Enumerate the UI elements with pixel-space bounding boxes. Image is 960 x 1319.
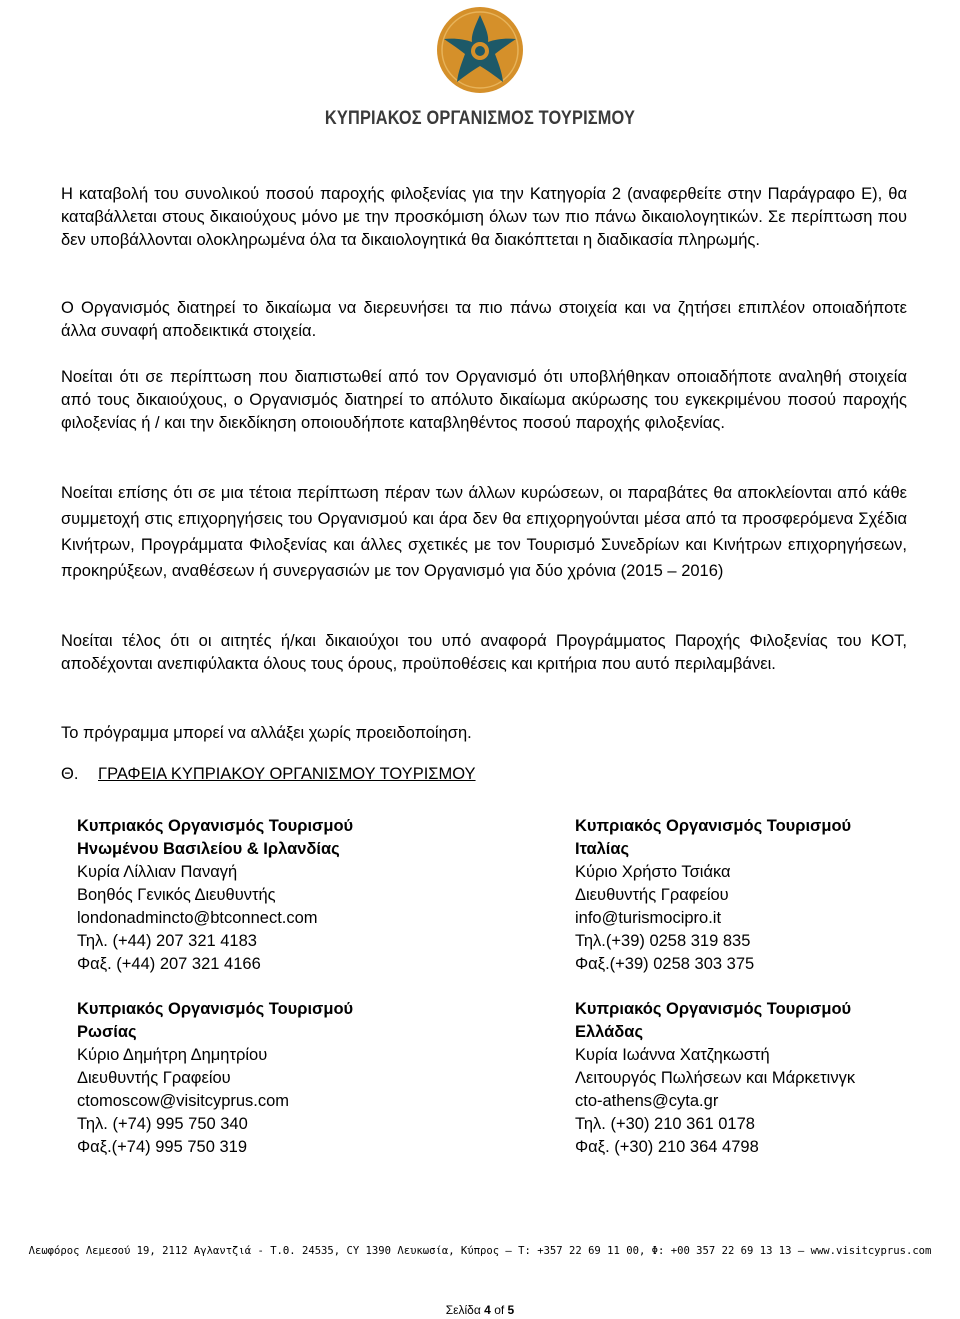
page-label: Σελίδα xyxy=(445,1303,481,1317)
section-title: ΓΡΑΦΕΙΑ ΚΥΠΡΙΑΚΟΥ ΟΡΓΑΝΙΣΜΟΥ ΤΟΥΡΙΣΜΟΥ xyxy=(98,765,476,783)
office-email[interactable]: info@turismocipro.it xyxy=(575,909,722,927)
paragraph-notice: Το πρόγραμμα μπορεί να αλλάξει χωρίς προειδοποίηση. xyxy=(61,724,472,742)
office-country: Ηνωμένου Βασιλείου & Ιρλανδίας xyxy=(77,840,340,858)
office-org: Κυπριακός Οργανισμός Τουρισμού xyxy=(77,817,354,835)
paragraph-sanctions: Νοείται επίσης ότι σε μια τέτοια περίπτωση πέραν των άλλων κυρώσεων, οι παραβάτες θα αποκλείονται από κάθε συμμετοχή στις επιχορηγήσεις του Οργανισμού και άρα δεν θα επιχορηγούνται μέσα από τα προσφερόμενα Σχέδια Κινήτρων, Προγράμματα Φιλοξενίας και άλλες σχετικές με τον Τουρισμό Συνεδρίων και Κινήτρων επιχορηγήσεων, προκηρύξεων, αναθέσεων ή συνεργασιών με τον Οργανισμό για δύο χρόνια (2015 – 2016) xyxy=(61,484,907,580)
office-tel: Τηλ.(+39) 0258 319 835 xyxy=(575,932,751,950)
office-email[interactable]: cto-athens@cyta.gr xyxy=(575,1092,719,1110)
office-greece xyxy=(575,998,855,1159)
office-role: Λειτουργός Πωλήσεων και Μάρκετινγκ xyxy=(575,1069,856,1087)
office-italy xyxy=(575,815,851,976)
page-of: of xyxy=(494,1303,505,1317)
office-contact: Κύριο Χρήστο Τσιάκα xyxy=(575,863,731,881)
office-role: Διευθυντής Γραφείου xyxy=(77,1069,231,1087)
office-email[interactable]: londonadmincto@btconnect.com xyxy=(77,909,318,927)
office-tel: Τηλ. (+30) 210 361 0178 xyxy=(575,1115,755,1133)
page-current: 4 xyxy=(484,1303,491,1317)
paragraph-rights: Ο Οργανισμός διατηρεί το δικαίωμα να διερευνήσει τα πιο πάνω στοιχεία και να ζητήσει επιπλέον οποιαδήποτε άλλα συναφή αποδεικτικά στοιχεία. xyxy=(61,299,907,340)
section-letter: Θ. xyxy=(61,765,79,783)
office-uk xyxy=(77,815,353,976)
page-total: 5 xyxy=(507,1303,515,1317)
page-number xyxy=(0,1303,960,1317)
office-org: Κυπριακός Οργανισμός Τουρισμού xyxy=(77,1000,354,1018)
cto-star-logo-icon xyxy=(436,6,524,94)
section-heading xyxy=(61,765,476,784)
paragraph-payment: Η καταβολή του συνολικού ποσού παροχής φιλοξενίας για την Κατηγορία 2 (αναφερθείτε στην Παράγραφο Ε), θα καταβάλλεται στους δικαιούχους μόνο με την προσκόμιση όλων των πιο πάνω δικαιολογητικών. Σε περίπτωση που δεν υποβάλλονται ολοκληρωμένα όλα τα δικαιολογητικά θα διακόπτεται η διαδικασία πληρωμής. xyxy=(61,185,907,249)
org-name: ΚΥΠΡΙΑΚΟΣ ΟΡΓΑΝΙΣΜΟΣ ΤΟΥΡΙΣΜΟΥ xyxy=(324,108,636,129)
office-tel: Τηλ. (+74) 995 750 340 xyxy=(77,1115,248,1133)
office-contact: Κύριο Δημήτρη Δημητρίου xyxy=(77,1046,268,1064)
office-russia xyxy=(77,998,353,1159)
office-fax: Φαξ. (+44) 207 321 4166 xyxy=(77,955,261,973)
office-org: Κυπριακός Οργανισμός Τουρισμού xyxy=(575,1000,852,1018)
office-role: Βοηθός Γενικός Διευθυντής xyxy=(77,886,276,904)
office-country: Ελλάδας xyxy=(575,1023,644,1041)
office-org: Κυπριακός Οργανισμός Τουρισμού xyxy=(575,817,852,835)
office-email[interactable]: ctomoscow@visitcyprus.com xyxy=(77,1092,290,1110)
office-fax: Φαξ.(+39) 0258 303 375 xyxy=(575,955,755,973)
paragraph-acceptance: Νοείται τέλος ότι οι αιτητές ή/και δικαιούχοι του υπό αναφορά Προγράμματος Παροχής Φιλοξενίας του ΚΟΤ, αποδέχονται ανεπιφύλακτα όλους τους όρους, προϋποθέσεις και κριτήρια που αυτό περιλαμβάνει. xyxy=(61,632,907,673)
office-tel: Τηλ. (+44) 207 321 4183 xyxy=(77,932,257,950)
office-fax: Φαξ.(+74) 995 750 319 xyxy=(77,1138,247,1156)
office-contact: Κυρία Λίλλιαν Παναγή xyxy=(77,863,238,881)
office-country: Ρωσίας xyxy=(77,1023,137,1041)
footer-address: Λεωφόρος Λεμεσού 19, 2112 Αγλαντζιά - Τ.Θ. 24535, CY 1390 Λευκωσία, Κύπρος – Τ: +357 22 69 11 00, Φ: +00 357 22 69 13 13 – www.visitcyprus.com xyxy=(28,1244,932,1257)
office-contact: Κυρία Ιωάννα Χατζηκωστή xyxy=(575,1046,770,1064)
office-fax: Φαξ. (+30) 210 364 4798 xyxy=(575,1138,759,1156)
office-role: Διευθυντής Γραφείου xyxy=(575,886,729,904)
office-country: Ιταλίας xyxy=(575,840,630,858)
paragraph-false-data: Νοείται ότι σε περίπτωση που διαπιστωθεί από τον Οργανισμό ότι υποβλήθηκαν οποιαδήποτε αναληθή στοιχεία από τους δικαιούχους, ο Οργανισμός διατηρεί το απόλυτο δικαίωμα ακύρωσης του εγκεκριμένου ποσού παροχής φιλοξενίας ή / και την διεκδίκηση οποιουδήποτε καταβληθέντος ποσού παροχής φιλοξενίας. xyxy=(61,368,907,432)
